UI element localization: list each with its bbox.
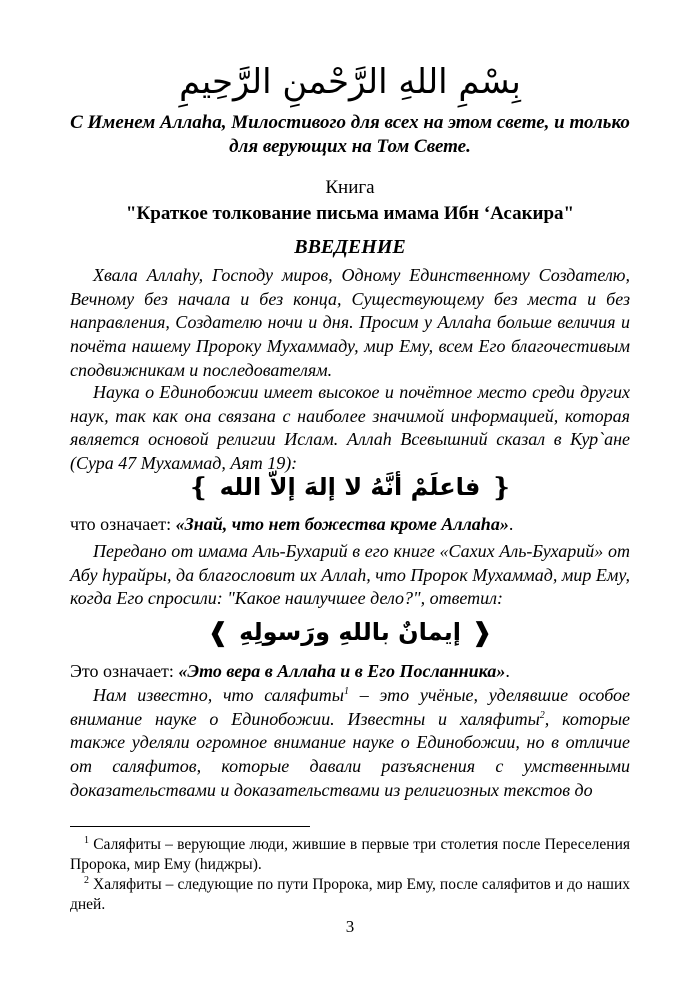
page-number: 3 bbox=[345, 917, 355, 936]
dedication-text: С Именем Аллаhа, Милостивого для всех на этом свете, и только для верующих на Том Свете. bbox=[70, 112, 630, 157]
quran-verse bbox=[0, 470, 700, 505]
paragraph-hadith: Передано от имама Аль-Бухарий в его книге «Сахих Аль-Бухарий» от Абу hурайры, да благословит их Аллаh, что Пророк Мухаммад, мир Ему, когда Его спросили: "Какое наилучшее дело?", ответил: bbox=[70, 541, 630, 609]
paragraph-salaf bbox=[70, 684, 630, 803]
text-run: Нам известно, что саляфиты bbox=[93, 685, 344, 705]
meaning-translation: «Это вера в Аллаhа и в Его Посланника» bbox=[178, 661, 506, 681]
arabic-hadith-text: إيمانٌ باللهِ ورَسولِهِ bbox=[239, 618, 461, 646]
verse-meaning bbox=[70, 512, 630, 536]
ornate-bracket-icon: ❴ bbox=[187, 473, 210, 503]
text-run: – это учёные, уделявшие особое внимание науке о Единобожии. Известны и халяфиты bbox=[70, 685, 630, 729]
hadith-meaning bbox=[70, 659, 630, 683]
footnote-number: 2 bbox=[84, 874, 89, 886]
meaning-prefix: что означает: bbox=[70, 514, 176, 534]
ornate-bracket-icon: ❵ bbox=[490, 473, 513, 503]
meaning-suffix: . bbox=[505, 661, 510, 681]
meaning-prefix: Это означает: bbox=[70, 661, 179, 681]
text-run: , которые также уделяли огромное внимание науке о Единобожии, но в отличие от саляфитов, которые давали разъяснения с умственными доказательствами и доказательствами из религиозных текстов до bbox=[70, 708, 631, 800]
footnote-ref[interactable]: 1 bbox=[343, 686, 349, 697]
footnote bbox=[70, 835, 630, 875]
footnote-number: 1 bbox=[84, 834, 89, 846]
paragraph-praise: Хвала Аллаhу, Господу миров, Одному Единственному Создателю, Вечному без начала и без конца, Существующему без места и без направления, Создателю ночи и дня. Просим у Аллаhа больше величия и почёта нашему Пророку Мухаммаду, мир Ему, всем Его благочестивым сподвижникам и последователям. bbox=[70, 265, 630, 380]
ornate-bracket-icon: ❰ bbox=[207, 618, 230, 648]
book-label: Книга bbox=[325, 177, 375, 198]
footnote-text: Халяфиты – следующие по пути Пророка, мир Ему, после саляфитов и до наших дней. bbox=[70, 876, 630, 913]
meaning-translation: «Знай, что нет божества кроме Аллаhа» bbox=[175, 514, 509, 534]
arabic-verse-text: فاعلَمْ أنَّهُ لا إلهَ إلاّ الله bbox=[219, 473, 481, 501]
ornate-bracket-icon: ❱ bbox=[470, 618, 493, 648]
basmala-heading: بِسْمِ اللهِ الرَّحْمنِ الرَّحِيمِ bbox=[179, 62, 521, 102]
footnote-ref[interactable]: 2 bbox=[539, 709, 545, 721]
book-title: "Краткое толкование письма имама Ибн ‘Асакира" bbox=[125, 203, 575, 224]
footnote bbox=[70, 875, 630, 915]
meaning-suffix: . bbox=[508, 514, 514, 534]
section-heading: ВВЕДЕНИЕ bbox=[294, 236, 406, 258]
hadith-quote bbox=[0, 615, 700, 650]
footnote-divider bbox=[70, 826, 310, 827]
paragraph-tawhid: Наука о Единобожии имеет высокое и почётное место среди других наук, так как она связана с наиболее значимой информацией, которая является основой религии Ислам. Аллаh Всевышний сказал в Кур`ане (Сура 47 Мухаммад, Аят 19): bbox=[70, 382, 630, 474]
footnote-text: Саляфиты – верующие люди, жившие в первые три столетия после Переселения Пророка, мир Ему (hиджры). bbox=[70, 836, 630, 873]
